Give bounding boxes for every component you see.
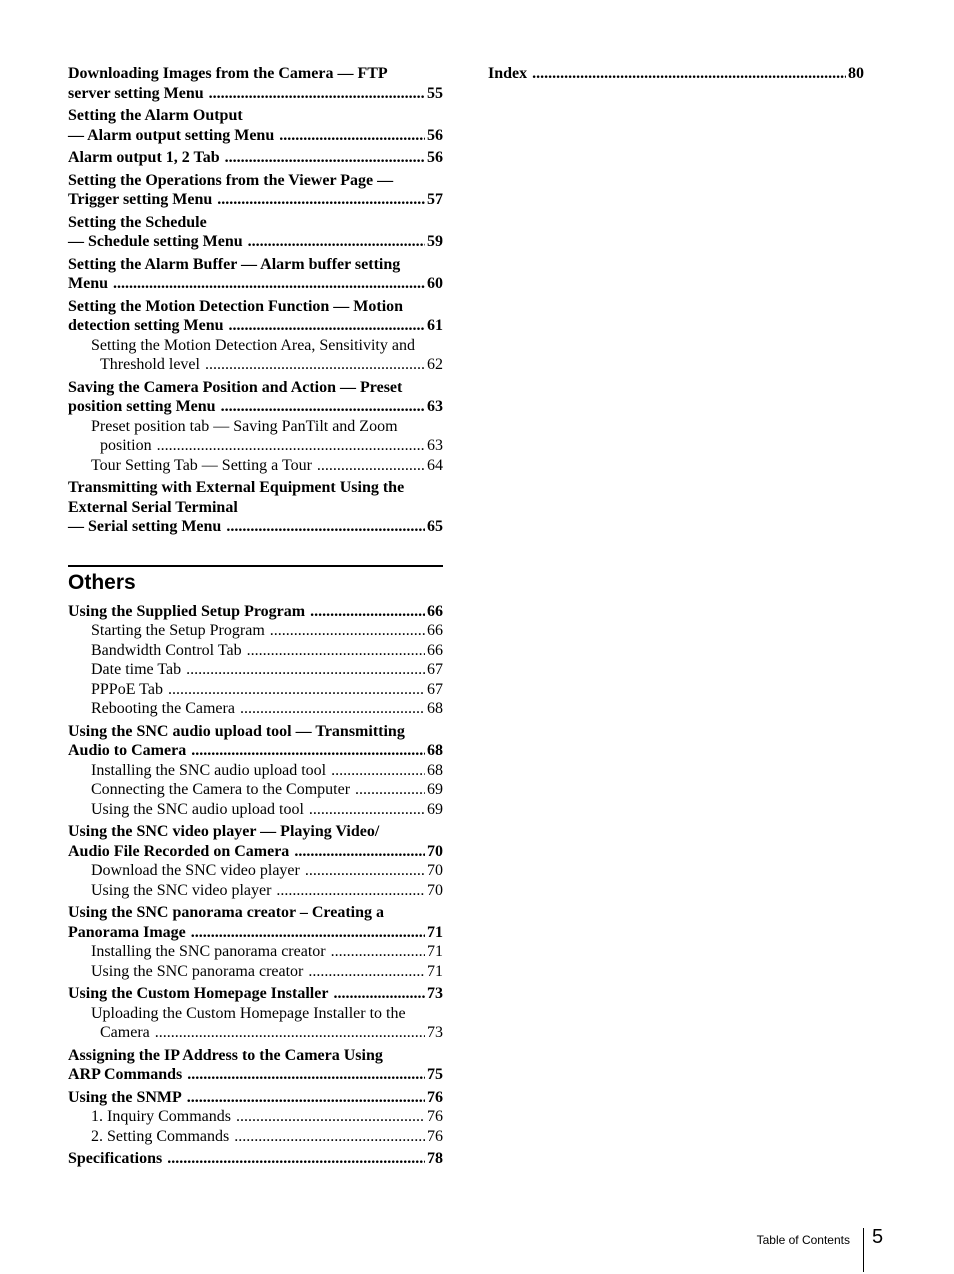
toc-entry-title: PPPoE Tab	[91, 680, 163, 698]
toc-entry[interactable]	[68, 64, 443, 103]
footer-divider	[863, 1228, 864, 1272]
toc-page-number: 63	[427, 437, 443, 454]
dot-leader	[355, 780, 425, 800]
toc-entry[interactable]	[68, 106, 443, 145]
toc-entry-title: Audio to Camera	[68, 742, 187, 759]
toc-subentry[interactable]	[68, 800, 443, 820]
toc-entry[interactable]	[68, 297, 443, 336]
toc-page-number: 68	[427, 761, 443, 779]
toc-entry-text-line: Assigning the IP Address to the Camera Using	[68, 1046, 383, 1064]
toc-entry-title: Download the SNC video player	[91, 862, 300, 879]
toc-page-number: 71	[427, 962, 443, 980]
toc-page-number: 65	[427, 518, 443, 535]
toc-page-number: 64	[427, 456, 443, 474]
dot-leader	[155, 1023, 425, 1043]
toc-entry-title: Connecting the Camera to the Computer	[91, 781, 351, 798]
dot-leader	[191, 923, 425, 943]
toc-page-number: 76	[427, 1108, 443, 1125]
toc-entry-text-line: Uploading the Custom Homepage Installer to the	[91, 1004, 406, 1022]
toc-page-number: 56	[427, 149, 443, 166]
toc-entry-title: position	[100, 437, 152, 454]
toc-subentry[interactable]	[68, 881, 443, 901]
toc-entry-title: Using the SNC video player	[91, 881, 272, 899]
page-number: 5	[872, 1226, 884, 1248]
dot-leader	[209, 84, 425, 104]
toc-subentry[interactable]	[68, 660, 443, 680]
toc-entry-text-line: Saving the Camera Position and Action — Preset	[68, 378, 403, 396]
toc-subentry[interactable]	[68, 456, 443, 476]
dot-leader	[236, 1107, 425, 1127]
toc-subentry[interactable]	[68, 1004, 443, 1043]
toc-entry[interactable]	[68, 171, 443, 210]
toc-page-number: 71	[427, 923, 443, 941]
dot-leader	[225, 148, 425, 168]
toc-page-number: 59	[427, 233, 443, 250]
toc-entry-text-line: Downloading Images from the Camera — FTP	[68, 65, 388, 82]
toc-entry-text-line: Using the SNC audio upload tool — Transmitting	[68, 722, 405, 740]
toc-page-number: 75	[427, 1066, 443, 1083]
toc-subentry[interactable]	[68, 761, 443, 781]
toc-page-number: 63	[427, 398, 443, 415]
toc-entry-title: Bandwidth Control Tab	[91, 641, 242, 659]
toc-entry-text-line: External Serial Terminal	[68, 498, 238, 516]
toc-page-number: 71	[427, 943, 443, 960]
toc-entry-text-line: Setting the Motion Detection Function — Motion	[68, 297, 404, 315]
toc-entry-title: Using the SNC panorama creator	[91, 962, 304, 980]
dot-leader	[310, 602, 425, 622]
toc-entry[interactable]	[68, 722, 443, 761]
toc-entry-title: — Alarm output setting Menu	[68, 126, 275, 144]
dot-leader	[317, 456, 425, 476]
toc-page-number: 66	[427, 622, 443, 639]
toc-page-number: 70	[427, 842, 443, 860]
toc-entry-title: — Serial setting Menu	[68, 518, 222, 535]
toc-entry[interactable]	[68, 1149, 443, 1169]
toc-page-number: 76	[427, 1127, 443, 1145]
dot-leader	[240, 699, 425, 719]
toc-entry-title: 2. Setting Commands	[91, 1127, 230, 1145]
dot-leader	[191, 741, 425, 761]
dot-leader	[229, 316, 425, 336]
toc-page-number: 73	[427, 1024, 443, 1041]
toc-page-number: 57	[427, 191, 443, 208]
footer-section-label: Table of Contents	[756, 1233, 850, 1247]
toc-entry-title: Rebooting the Camera	[91, 700, 235, 717]
dot-leader	[226, 517, 425, 537]
toc-subentry[interactable]	[68, 680, 443, 700]
toc-entry-title: position setting Menu	[68, 398, 216, 415]
toc-subentry[interactable]	[68, 942, 443, 962]
dot-leader	[309, 800, 425, 820]
toc-subentry[interactable]	[68, 1107, 443, 1127]
toc-page-number: 68	[427, 700, 443, 717]
toc-page-number: 69	[427, 781, 443, 798]
toc-entry-title: ARP Commands	[68, 1066, 183, 1083]
toc-entry-text-line: Setting the Alarm Buffer — Alarm buffer setting	[68, 255, 401, 273]
toc-page-number: 67	[427, 680, 443, 698]
toc-entry-title: Threshold level	[100, 356, 200, 373]
toc-page-number: 80	[848, 65, 864, 82]
toc-entry-title: Camera	[100, 1024, 150, 1041]
toc-list-others	[68, 602, 443, 1169]
toc-entry[interactable]	[68, 213, 443, 252]
toc-right-column	[488, 64, 864, 84]
toc-entry-title: Alarm output 1, 2 Tab	[68, 149, 220, 166]
toc-page-number: 60	[427, 275, 443, 292]
toc-entry[interactable]	[68, 984, 443, 1004]
dot-leader	[234, 1127, 425, 1147]
dot-leader	[331, 761, 425, 781]
toc-entry-title: Starting the Setup Program	[91, 622, 265, 639]
dot-leader	[279, 126, 425, 146]
toc-entry-title: Using the Supplied Setup Program	[68, 602, 306, 620]
dot-leader	[331, 942, 425, 962]
dot-leader	[308, 962, 425, 982]
section-divider	[68, 565, 443, 567]
toc-page-number: 70	[427, 881, 443, 899]
toc-entry[interactable]	[68, 1046, 443, 1085]
toc-entry-title: 1. Inquiry Commands	[91, 1108, 231, 1125]
toc-entry-title: Specifications	[68, 1150, 163, 1167]
toc-entry[interactable]	[68, 903, 443, 942]
toc-subentry[interactable]	[68, 621, 443, 641]
dot-leader	[248, 232, 425, 252]
toc-entry[interactable]	[68, 255, 443, 294]
toc-left-column	[68, 64, 443, 1169]
toc-page-number: 67	[427, 661, 443, 678]
toc-page-number: 55	[427, 84, 443, 102]
toc-entry-title: Index	[488, 65, 528, 82]
toc-entry[interactable]	[68, 822, 443, 861]
toc-entry[interactable]	[68, 478, 443, 537]
toc-page-number: 61	[427, 317, 443, 334]
toc-page-number: 78	[427, 1150, 443, 1167]
dot-leader	[113, 274, 425, 294]
toc-page-number: 69	[427, 800, 443, 818]
dot-leader	[168, 680, 425, 700]
dot-leader	[205, 355, 425, 375]
toc-entry[interactable]	[68, 602, 443, 622]
toc-entry-title: Date time Tab	[91, 661, 182, 678]
toc-page-number: 68	[427, 742, 443, 759]
toc-page-number: 56	[427, 126, 443, 144]
dot-leader	[217, 190, 425, 210]
toc-subentry[interactable]	[68, 417, 443, 456]
toc-entry-title: Installing the SNC audio upload tool	[91, 761, 327, 779]
toc-subentry[interactable]	[68, 336, 443, 375]
toc-entry-title: server setting Menu	[68, 84, 204, 102]
dot-leader	[157, 436, 425, 456]
toc-entry-title: Using the SNC audio upload tool	[91, 800, 304, 818]
dot-leader	[221, 397, 425, 417]
toc-page-number: 73	[427, 985, 443, 1002]
toc-entry-title: Audio File Recorded on Camera	[68, 842, 290, 860]
toc-entry-text-line: Transmitting with External Equipment Using the	[68, 479, 405, 496]
toc-entry-text-line: Using the SNC panorama creator – Creating a	[68, 904, 384, 921]
toc-entry[interactable]	[488, 64, 864, 84]
dot-leader	[247, 641, 425, 661]
toc-entry-title: Installing the SNC panorama creator	[91, 943, 326, 960]
toc-entry-text-line: Setting the Motion Detection Area, Sensitivity and	[91, 336, 415, 354]
dot-leader	[186, 660, 425, 680]
section-title-others: Others	[68, 570, 136, 594]
toc-list-main	[68, 64, 443, 537]
dot-leader	[532, 64, 846, 84]
toc-entry-title: detection setting Menu	[68, 317, 224, 334]
toc-entry-title: Panorama Image	[68, 923, 186, 941]
toc-list-index	[488, 64, 864, 84]
toc-page-number: 70	[427, 862, 443, 879]
toc-subentry[interactable]	[68, 1127, 443, 1147]
toc-subentry[interactable]	[68, 641, 443, 661]
toc-entry[interactable]	[68, 1088, 443, 1108]
toc-entry-text-line: Using the SNC video player — Playing Video/	[68, 823, 380, 840]
toc-entry-text-line: Setting the Operations from the Viewer Page —	[68, 171, 394, 189]
toc-entry-title: — Schedule setting Menu	[68, 233, 243, 250]
toc-entry[interactable]	[68, 148, 443, 168]
toc-subentry[interactable]	[68, 861, 443, 881]
dot-leader	[187, 1065, 425, 1085]
dot-leader	[276, 881, 425, 901]
dot-leader	[270, 621, 425, 641]
toc-entry-title: Trigger setting Menu	[68, 191, 213, 208]
toc-page-number: 66	[427, 602, 443, 620]
toc-entry-title: Using the SNMP	[68, 1088, 182, 1106]
dot-leader	[294, 842, 425, 862]
toc-entry-title: Using the Custom Homepage Installer	[68, 985, 329, 1002]
toc-entry[interactable]	[68, 378, 443, 417]
toc-entry-text-line: Preset position tab — Saving PanTilt and Zoom	[91, 417, 398, 435]
dot-leader	[305, 861, 425, 881]
dot-leader	[333, 984, 425, 1004]
toc-entry-title: Menu	[68, 275, 108, 292]
toc-page-number: 76	[427, 1088, 443, 1106]
toc-subentry[interactable]	[68, 780, 443, 800]
dot-leader	[187, 1088, 425, 1108]
dot-leader	[167, 1149, 425, 1169]
toc-subentry[interactable]	[68, 962, 443, 982]
toc-page-number: 66	[427, 641, 443, 659]
toc-subentry[interactable]	[68, 699, 443, 719]
toc-entry-text-line: Setting the Schedule	[68, 213, 207, 231]
toc-page-number: 62	[427, 356, 443, 373]
toc-entry-text-line: Setting the Alarm Output	[68, 107, 243, 124]
toc-entry-title: Tour Setting Tab — Setting a Tour	[91, 456, 312, 474]
